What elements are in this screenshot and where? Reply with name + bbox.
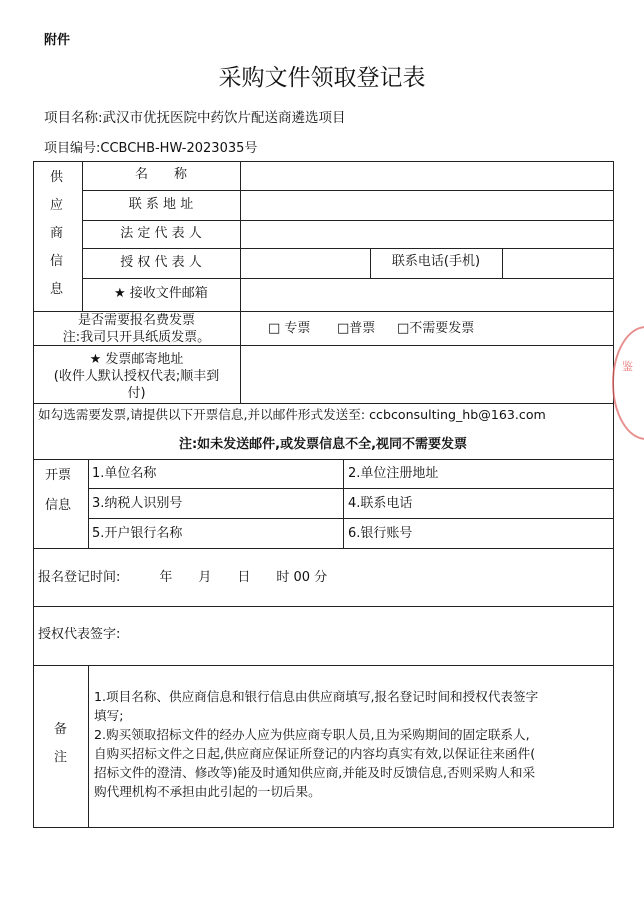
legal-representative-field[interactable] (241, 221, 612, 247)
remark-line: 填写; (94, 708, 124, 723)
remark-line: 购代理机构不承担由此引起的一切后果。 (94, 784, 321, 799)
paper-invoice-note: 注:我司只开具纸质发票。 (62, 330, 211, 345)
invoice-mail-address-note: (收件人默认授权代表;顺丰到 (53, 369, 220, 384)
remark-line: 2.购买领取招标文件的经办人应为供应商专职人员,且为采购期间的固定联系人, (94, 727, 530, 742)
supplier-address-field[interactable] (241, 191, 612, 219)
invoice-need-label: 是否需要报名费发票 (77, 313, 195, 328)
supplier-name-label: 名 称 (134, 167, 187, 182)
project-name: 项目名称:武汉市优抚医院中药饮片配送商遴选项目 (44, 110, 346, 126)
no-invoice-checkbox[interactable]: □不需要发票 (397, 321, 475, 336)
supplier-side-label-1: 供 (50, 170, 64, 185)
receive-email-field[interactable] (241, 279, 612, 310)
project-number: 项目编号:CCBCHB-HW-2023035号 (44, 141, 258, 156)
authorized-representative-field[interactable] (241, 249, 369, 277)
billing-side-label-1: 开票 (45, 468, 72, 483)
attachment-label: 附件 (44, 33, 71, 48)
invoice-mail-address-note-cont: 付) (127, 386, 146, 401)
remark-line: 招标文件的澄清、修改等)能及时通知供应商,并能及时反馈信息,否则采购人和采 (94, 765, 536, 780)
billing-registered-address-label[interactable]: 2.单位注册地址 (348, 466, 439, 481)
special-invoice-checkbox[interactable]: □ 专票 (268, 321, 311, 336)
billing-bank-account-label[interactable]: 6.银行账号 (348, 526, 413, 541)
authorized-representative-label: 授 权 代 表 人 (120, 255, 202, 270)
invoice-mail-address-label: ★ 发票邮寄地址 (89, 352, 184, 367)
supplier-side-label-4: 信 (50, 254, 64, 269)
registration-time[interactable]: 报名登记时间: 年 月 日 时 00 分 (38, 570, 328, 585)
supplier-side-label-2: 应 (50, 198, 64, 213)
billing-bank-name-label[interactable]: 5.开户银行名称 (92, 526, 183, 541)
invoice-mail-address-field[interactable] (241, 346, 612, 402)
supplier-name-field[interactable] (241, 162, 612, 189)
billing-company-name-label[interactable]: 1.单位名称 (92, 466, 157, 481)
mobile-phone-label: 联系电话(手机) (391, 254, 481, 269)
authorized-signature-label[interactable]: 授权代表签字: (38, 627, 121, 642)
receive-email-label: ★ 接收文件邮箱 (114, 286, 208, 301)
page-title: 采购文件领取登记表 (218, 65, 426, 91)
general-invoice-checkbox[interactable]: □普票 (337, 321, 376, 336)
remark-line: 1.项目名称、供应商信息和银行信息由供应商填写,报名登记时间和授权代表签字 (94, 689, 539, 704)
company-seal: 鉴 (612, 326, 644, 440)
supplier-address-label: 联 系 地 址 (128, 197, 194, 212)
legal-representative-label: 法 定 代 表 人 (120, 226, 202, 241)
billing-phone-label[interactable]: 4.联系电话 (348, 496, 413, 511)
supplier-side-label-5: 息 (50, 282, 64, 297)
remark-line: 自购买招标文件之日起,供应商应保证所登记的内容均真实有效,以保证往来函件( (94, 746, 536, 761)
billing-side-label-2: 信息 (45, 498, 72, 513)
remarks-side-label-1: 备 (54, 722, 68, 737)
mobile-phone-field[interactable] (503, 249, 612, 277)
remarks-side-label-2: 注 (54, 750, 68, 765)
invoice-email-notice: 如勾选需要发票,请提供以下开票信息,并以邮件形式发送至: ccbconsulting_hb@163.com (38, 407, 546, 422)
billing-taxpayer-id-label[interactable]: 3.纳税人识别号 (92, 496, 183, 511)
invoice-missing-notice: 注:如未发送邮件,或发票信息不全,视同不需要发票 (178, 437, 468, 452)
supplier-side-label-3: 商 (50, 226, 64, 241)
